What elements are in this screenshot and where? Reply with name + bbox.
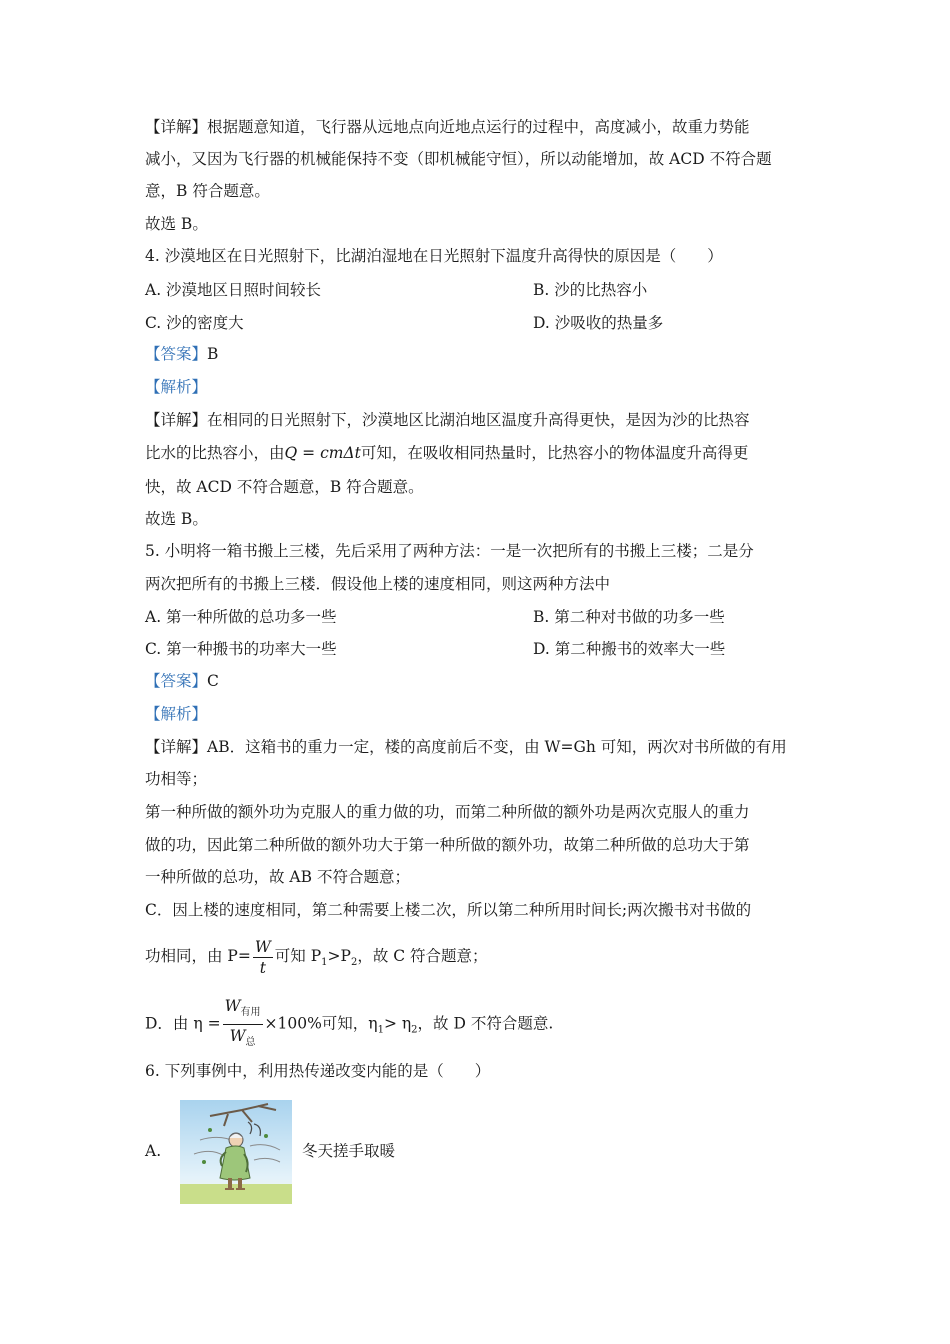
old-man-in-wind-picture xyxy=(180,1100,292,1204)
q4-detail-text2a: 比水的比热容小，由 xyxy=(145,444,285,462)
power-numerator: W xyxy=(254,937,271,956)
q3-detail-line1 xyxy=(145,116,750,138)
q5-answer xyxy=(145,670,219,692)
q4-stem: 4. 沙漠地区在日光照射下，比湖泊湿地在日光照射下温度升高得快的原因是（ ） xyxy=(145,247,723,265)
q5-eff-text-b: ×100%可知，η xyxy=(264,1014,378,1033)
eff-num-w: W xyxy=(224,997,241,1015)
q4-conclusion: 故选 B。 xyxy=(145,510,208,528)
q5-detail-line4: 做的功，因此第二种所做的额外功大于第一种所做的额外功，故第二种所做的总功大于第 xyxy=(145,836,750,854)
q5-detail-line1 xyxy=(145,736,787,758)
q5-answer-value: C xyxy=(207,672,219,690)
q4-option-c: C. 沙的密度大 xyxy=(145,314,244,332)
q4-formula: Q = cmΔt xyxy=(284,444,361,462)
q4-detail-line3: 快，故 ACD 不符合题意，B 符合题意。 xyxy=(145,478,424,496)
q4-detail-line2 xyxy=(145,442,748,464)
q5-option-c: C. 第一种搬书的功率大一些 xyxy=(145,640,337,658)
q5-power-text-a: 功相同，由 P= xyxy=(145,947,251,965)
q3-detail-line2: 减小，又因为飞行器的机械能保持不变（即机械能守恒），所以动能增加，故 ACD 不符合题 xyxy=(145,150,772,168)
q3-detail-tag: 【详解】 xyxy=(145,118,208,136)
q3-conclusion: 故选 B。 xyxy=(145,215,208,233)
q5-power-text-c: ，故 C 符合题意； xyxy=(357,947,488,965)
efficiency-numerator xyxy=(223,995,263,1024)
q4-detail-text2b: 可知，在吸收相同热量时，比热容小的物体温度升高得更 xyxy=(360,444,749,462)
q5-p2-sub: 2 xyxy=(350,957,358,969)
q4-answer-value: B xyxy=(207,345,219,363)
q5-power-text-b: 可知 P xyxy=(274,947,322,965)
q5-answer-tag: 【答案】 xyxy=(145,672,208,690)
q5-eff-gt: > η xyxy=(383,1014,412,1033)
q5-detail-line5: 一种所做的总功，故 AB 不符合题意； xyxy=(145,868,410,886)
q5-eta2-sub: 2 xyxy=(411,1024,418,1036)
q4-option-b: B. 沙的比热容小 xyxy=(533,281,648,299)
q3-detail-text1: 根据题意知道，飞行器从远地点向近地点运行的过程中，高度减小，故重力势能 xyxy=(207,118,750,136)
q5-eff-text-c: ，故 D 不符合题意. xyxy=(417,1014,554,1033)
q5-detail-tag: 【详解】 xyxy=(145,738,208,756)
q4-answer-tag: 【答案】 xyxy=(145,345,208,363)
q3-detail-line3: 意，B 符合题意。 xyxy=(145,182,270,200)
q5-detail-line3: 第一种所做的额外功为克服人的重力做的功，而第二种所做的额外功是两次克服人的重力 xyxy=(145,803,750,821)
q6-stem: 6. 下列事例中，利用热传递改变内能的是（ ） xyxy=(145,1062,491,1080)
eff-num-sub: 有用 xyxy=(240,1007,261,1019)
q4-detail-text1: 在相同的日光照射下，沙漠地区比湖泊地区温度升高得更快，是因为沙的比热容 xyxy=(207,411,750,429)
q5-detail-line2: 功相等； xyxy=(145,770,208,788)
q5-option-a: A. 第一种所做的总功多一些 xyxy=(145,608,337,626)
q5-option-b: B. 第二种对书做的功多一些 xyxy=(533,608,725,626)
q4-option-a: A. 沙漠地区日照时间较长 xyxy=(145,281,322,299)
efficiency-fraction xyxy=(223,995,263,1054)
q4-analysis-tag: 【解析】 xyxy=(145,378,208,396)
power-denominator: t xyxy=(259,958,266,977)
eff-den-sub: 总 xyxy=(245,1037,256,1049)
q6-option-a-letter: A. xyxy=(145,1142,162,1160)
q4-detail-line1 xyxy=(145,409,750,431)
q5-efficiency-line xyxy=(145,995,553,1057)
q5-gt-p: >P xyxy=(327,947,351,965)
q5-stem-line2: 两次把所有的书搬上三楼．假设他上楼的速度相同，则这两种方法中 xyxy=(145,575,611,593)
q5-stem-line1: 5. 小明将一箱书搬上三楼，先后采用了两种方法：一是一次把所有的书搬上三楼；二是分 xyxy=(145,542,754,560)
q6-option-a-text: 冬天搓手取暖 xyxy=(302,1142,396,1160)
q5-detail-text1: AB．这箱书的重力一定，楼的高度前后不变，由 W=Gh 可知，两次对书所做的有用 xyxy=(207,738,787,756)
q5-eta1-sub: 1 xyxy=(377,1024,384,1036)
eff-den-w: W xyxy=(229,1027,246,1046)
q4-detail-tag: 【详解】 xyxy=(145,411,208,429)
q5-p1-sub: 1 xyxy=(321,957,328,969)
q4-answer xyxy=(145,343,218,365)
q5-detail-line6: C．因上楼的速度相同，第二种需要上楼二次，所以第二种所用时间长;两次搬书对书做的 xyxy=(145,901,752,919)
q5-eff-text-a: D．由 η = xyxy=(145,1014,221,1033)
q5-power-line xyxy=(145,932,488,987)
winter-wind-illustration xyxy=(180,1100,292,1204)
q4-option-d: D. 沙吸收的热量多 xyxy=(533,314,664,332)
efficiency-denominator xyxy=(223,1025,263,1054)
q5-option-d: D. 第二种搬书的效率大一些 xyxy=(533,640,726,658)
power-fraction xyxy=(253,937,273,978)
q5-analysis-tag: 【解析】 xyxy=(145,705,208,723)
